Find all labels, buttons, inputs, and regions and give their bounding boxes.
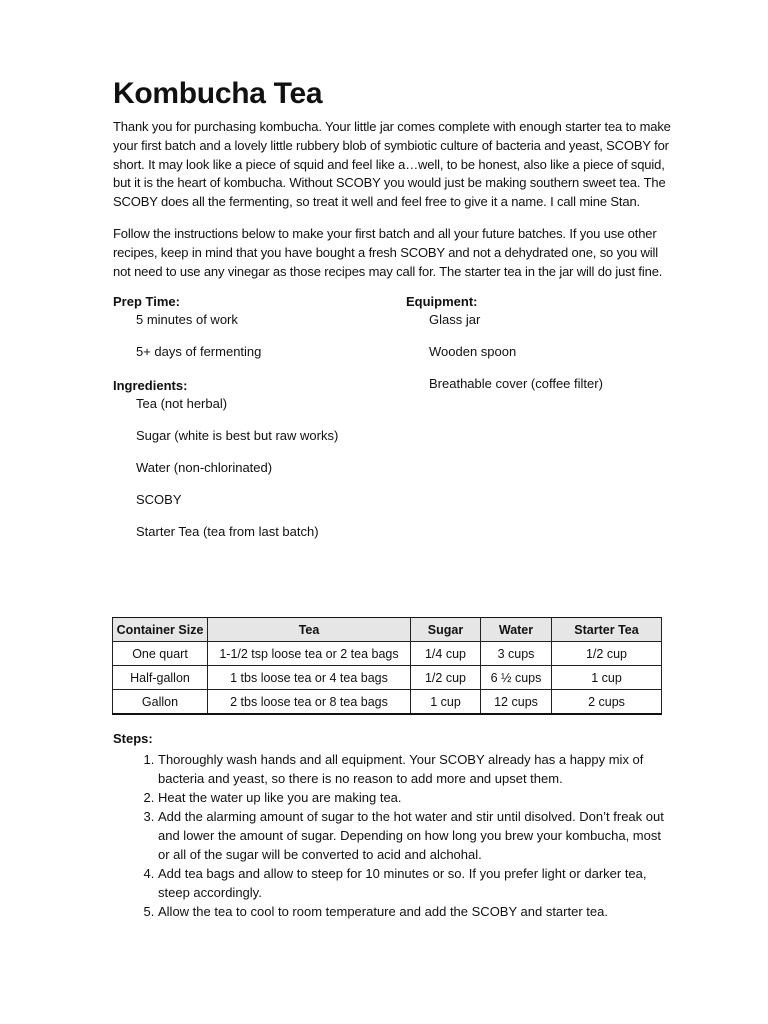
- intro-paragraph: Thank you for purchasing kombucha. Your little jar comes complete with enough starter tea to make your first batch and a lovely little rubbery blob of symbiotic culture of bacteria and yeast, SCOBY for short. It may look like a piece of squid and feel like a…well, to be honest, also like a piece of squid, but it is the heart of kombucha. Without SCOBY you would just be making southern sweet tea. The SCOBY does all the fermenting, so treat it well and feel free to give it a name. I call mine Stan.: [113, 119, 671, 210]
- step-item: 3. Add the alarming amount of sugar to the hot water and stir until disolved. Don’t freak out and lower the amount of sugar. Depending on how long you brew your kombucha, most or all of the sugar will be converted to acid and alchohal.: [158, 807, 673, 864]
- table-header-cell: Starter Tea: [552, 618, 662, 642]
- equipment-list: [406, 311, 666, 393]
- table-row: [113, 666, 662, 690]
- left-column: [113, 293, 393, 541]
- ingredients-list: [113, 395, 393, 541]
- table-cell: 1 tbs loose tea or 4 tea bags: [208, 666, 411, 690]
- document-body: [113, 74, 673, 563]
- table-row: [113, 690, 662, 715]
- table-cell: 3 cups: [481, 642, 552, 666]
- steps-list: [113, 750, 673, 921]
- steps-heading: Steps:: [113, 731, 153, 746]
- table-cell: 1/4 cup: [411, 642, 481, 666]
- table-cell: 12 cups: [481, 690, 552, 715]
- ingredient-item: Starter Tea (tea from last batch): [136, 524, 319, 540]
- table-cell: One quart: [113, 642, 208, 666]
- table-cell: Half-gallon: [113, 666, 208, 690]
- prep-time-list: [113, 311, 393, 361]
- table-header-cell: Tea: [208, 618, 411, 642]
- table-header-cell: Sugar: [411, 618, 481, 642]
- recipe-table: [112, 617, 662, 715]
- prep-time-heading: Prep Time:: [113, 294, 180, 310]
- ingredient-item: SCOBY: [136, 492, 182, 508]
- equipment-heading: Equipment:: [406, 294, 478, 310]
- step-item: 4. Add tea bags and allow to steep for 10 minutes or so. If you prefer light or darker tea, steep accordingly.: [158, 864, 673, 902]
- table-cell: 1/2 cup: [552, 642, 662, 666]
- equipment-item: Wooden spoon: [429, 344, 517, 360]
- table-cell: 1-1/2 tsp loose tea or 2 tea bags: [208, 642, 411, 666]
- prep-time-item: 5 minutes of work: [136, 312, 238, 328]
- table-header-cell: Water: [481, 618, 552, 642]
- step-item: 5. Allow the tea to cool to room temperature and add the SCOBY and starter tea.: [158, 902, 673, 921]
- step-item: 1. Thoroughly wash hands and all equipment. Your SCOBY already has a happy mix of bacteria and yeast, so there is no reason to add more and upset them.: [158, 750, 673, 788]
- instructions-paragraph: Follow the instructions below to make your first batch and all your future batches. If you use other recipes, keep in mind that you have bought a fresh SCOBY and not a dehydrated one, so you will not need to use any vinegar as those recipes may call for. The starter tea in the jar will do just fine.: [113, 225, 663, 279]
- equipment-item: Glass jar: [429, 312, 481, 328]
- ingredient-item: Tea (not herbal): [136, 396, 228, 412]
- table-header-row: [113, 618, 662, 642]
- step-item: 2. Heat the water up like you are making tea.: [158, 788, 673, 807]
- info-columns: [113, 293, 673, 563]
- table-row: [113, 642, 662, 666]
- prep-time-item: 5+ days of fermenting: [136, 344, 262, 360]
- right-column: [406, 293, 666, 393]
- ingredient-item: Sugar (white is best but raw works): [136, 428, 339, 444]
- table-cell: 1 cup: [411, 690, 481, 715]
- table-cell: Gallon: [113, 690, 208, 715]
- steps-section: [113, 730, 673, 921]
- equipment-item: Breathable cover (coffee filter): [429, 376, 603, 392]
- table-cell: 1 cup: [552, 666, 662, 690]
- table-cell: 1/2 cup: [411, 666, 481, 690]
- page-title: Kombucha Tea: [113, 77, 323, 110]
- table-cell: 6 ½ cups: [481, 666, 552, 690]
- ingredients-heading: Ingredients:: [113, 378, 188, 394]
- table-header-cell: Container Size: [113, 618, 208, 642]
- table-cell: 2 cups: [552, 690, 662, 715]
- table-cell: 2 tbs loose tea or 8 tea bags: [208, 690, 411, 715]
- ingredient-item: Water (non-chlorinated): [136, 460, 273, 476]
